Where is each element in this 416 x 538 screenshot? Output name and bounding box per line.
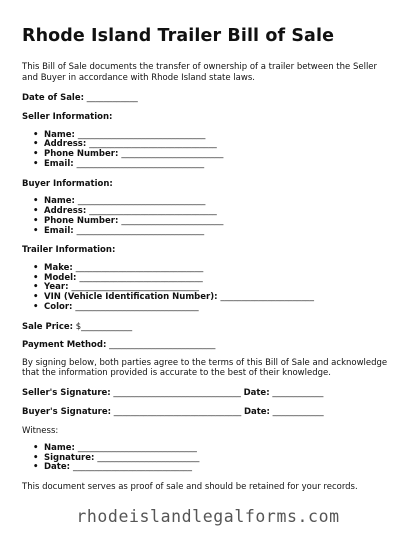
trailer-info-list xyxy=(22,264,394,313)
trailer-model-label: Model: xyxy=(44,272,77,283)
witness-signature-label: Signature: xyxy=(44,452,95,463)
witness-signature-blank[interactable]: ________________________ xyxy=(97,452,200,463)
witness-date-blank[interactable]: ____________________________ xyxy=(73,462,192,473)
buyer-name-label: Name: xyxy=(44,196,75,207)
site-watermark: rhodeislandlegalforms.com xyxy=(76,507,340,526)
witness-name-blank[interactable]: ____________________________ xyxy=(77,442,197,453)
seller-info-list xyxy=(22,131,394,170)
payment-method-label: Payment Method: xyxy=(22,339,107,350)
seller-address-blank[interactable]: ______________________________ xyxy=(89,139,217,150)
list-item xyxy=(44,463,394,473)
trailer-make-blank[interactable]: ______________________________ xyxy=(75,262,204,273)
seller-phone-blank[interactable]: ________________________ xyxy=(121,149,224,160)
buyer-signature-blank[interactable]: ______________________________ xyxy=(113,406,242,417)
buyer-email-blank[interactable]: ______________________________ xyxy=(76,225,205,236)
trailer-color-blank[interactable]: _____________________________ xyxy=(75,302,199,313)
seller-name-blank[interactable]: ______________________________ xyxy=(77,129,206,140)
seller-email-blank[interactable]: ______________________________ xyxy=(76,158,205,169)
buyer-signature-date-label: Date: xyxy=(243,406,270,417)
sale-price-field xyxy=(22,322,394,332)
footer-note: This document serves as proof of sale and should be retained for your records. xyxy=(22,482,358,493)
seller-email-label: Email: xyxy=(44,158,74,169)
date-of-sale-blank[interactable]: ____________ xyxy=(86,93,138,103)
seller-signature-blank[interactable]: ______________________________ xyxy=(113,387,241,398)
date-of-sale-field xyxy=(22,93,394,103)
list-item xyxy=(44,160,394,170)
buyer-section-heading: Buyer Information: xyxy=(22,178,113,189)
seller-signature-label: Seller's Signature: xyxy=(22,387,111,398)
intro-paragraph: This Bill of Sale documents the transfer of ownership of a trailer between the Seller and Buyer in accordance with Rhode Island state laws. xyxy=(22,62,378,83)
buyer-signature-label: Buyer's Signature: xyxy=(22,406,112,417)
sale-price-label: Sale Price: xyxy=(22,321,74,332)
sale-price-blank[interactable]: $____________ xyxy=(75,321,133,332)
seller-address-label: Address: xyxy=(44,139,87,150)
seller-name-label: Name: xyxy=(44,129,75,140)
trailer-year-label: Year: xyxy=(44,282,69,293)
document-title: Rhode Island Trailer Bill of Sale xyxy=(22,26,335,46)
trailer-model-blank[interactable]: _____________________________ xyxy=(79,272,203,283)
date-of-sale-label: Date of Sale: xyxy=(22,93,85,103)
seller-signature-date-label: Date: xyxy=(243,387,270,398)
buyer-info-list xyxy=(22,197,394,236)
buyer-email-label: Email: xyxy=(44,225,74,236)
list-item xyxy=(44,303,394,313)
seller-phone-label: Phone Number: xyxy=(44,149,119,160)
seller-section-heading: Seller Information: xyxy=(22,112,113,122)
seller-signature-date-blank[interactable]: ____________ xyxy=(272,387,324,398)
buyer-signature-date-blank[interactable]: ____________ xyxy=(272,406,324,417)
witness-name-label: Name: xyxy=(44,442,75,453)
trailer-year-blank[interactable]: ______________________________ xyxy=(71,282,199,293)
trailer-vin-label: VIN (Vehicle Identification Number): xyxy=(44,292,218,303)
trailer-vin-blank[interactable]: ______________________ xyxy=(220,292,314,303)
trailer-make-label: Make: xyxy=(44,262,73,273)
buyer-phone-label: Phone Number: xyxy=(44,215,119,226)
buyer-address-label: Address: xyxy=(44,205,87,216)
buyer-address-blank[interactable]: ______________________________ xyxy=(89,205,217,216)
buyer-name-blank[interactable]: ______________________________ xyxy=(77,196,206,207)
witness-date-label: Date: xyxy=(44,462,71,473)
seller-signature-row xyxy=(22,388,394,398)
trailer-color-label: Color: xyxy=(44,302,73,313)
witness-info-list xyxy=(22,444,394,473)
payment-method-field xyxy=(22,340,394,350)
buyer-phone-blank[interactable]: ________________________ xyxy=(121,215,224,226)
agreement-paragraph: By signing below, both parties agree to the terms of this Bill of Sale and acknowledge that the information provided is accurate to the best of their knowledge. xyxy=(22,357,388,379)
buyer-signature-row xyxy=(22,407,394,417)
list-item xyxy=(44,227,394,237)
trailer-section-heading: Trailer Information: xyxy=(22,245,116,256)
payment-method-blank[interactable]: _________________________ xyxy=(109,339,216,350)
witness-heading: Witness: xyxy=(22,425,59,436)
